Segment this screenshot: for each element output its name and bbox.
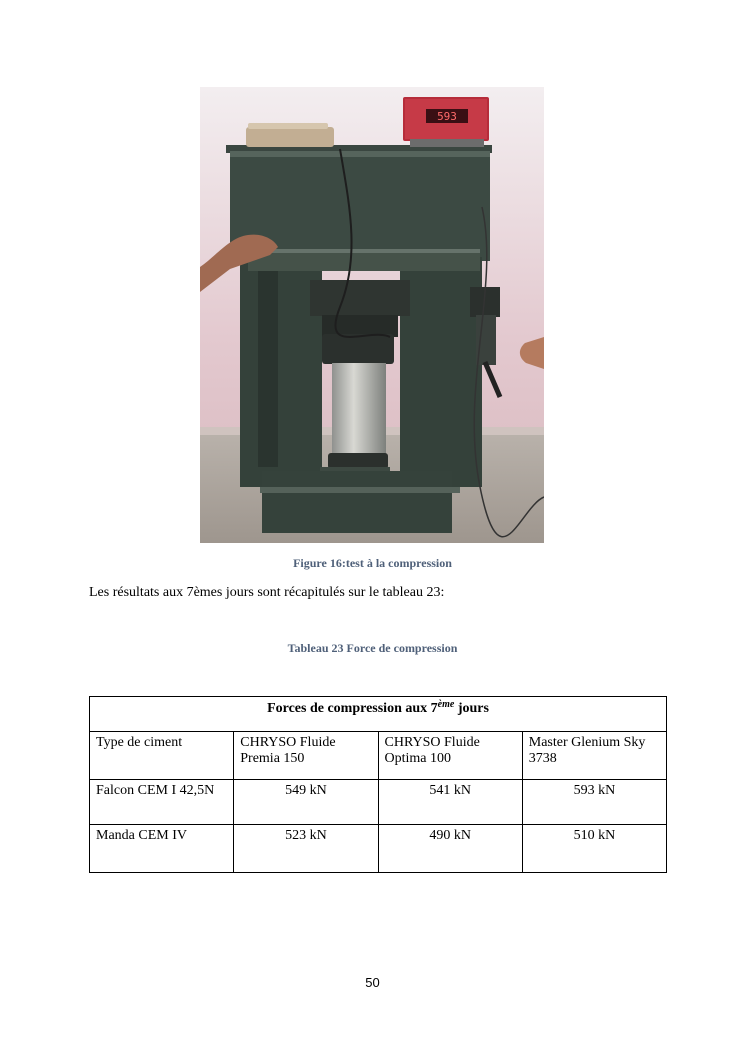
compression-results-table xyxy=(89,696,667,873)
header-end-text: jours xyxy=(454,701,489,716)
value-cell: 541 kN xyxy=(378,780,522,825)
column-header: CHRYSO Fluide Optima 100 xyxy=(378,732,522,780)
table-main-header xyxy=(90,697,667,732)
value-cell: 593 kN xyxy=(522,780,666,825)
value-cell: 510 kN xyxy=(522,825,666,873)
intro-paragraph: Les résultats aux 7èmes jours sont récapitulés sur le tableau 23: xyxy=(89,585,445,600)
column-header: Type de ciment xyxy=(90,732,234,780)
value-cell: 549 kN xyxy=(234,780,378,825)
column-header: CHRYSO Fluide Premia 150 xyxy=(234,732,378,780)
header-main-text: Forces de compression aux 7 xyxy=(267,701,438,716)
column-header: Master Glenium Sky 3738 xyxy=(522,732,666,780)
table-row xyxy=(90,780,667,825)
display-reading: 593 xyxy=(437,110,457,123)
figure-caption: Figure 16:test à la compression xyxy=(293,556,452,570)
cement-type-cell: Manda CEM IV xyxy=(90,825,234,873)
value-cell: 490 kN xyxy=(378,825,522,873)
table-caption: Tableau 23 Force de compression xyxy=(287,641,458,655)
compression-machine-photo xyxy=(200,87,544,543)
value-cell: 523 kN xyxy=(234,825,378,873)
page-number: 50 xyxy=(365,975,380,990)
table-row xyxy=(90,825,667,873)
header-superscript: ème xyxy=(437,699,455,710)
cement-type-cell: Falcon CEM I 42,5N xyxy=(90,780,234,825)
